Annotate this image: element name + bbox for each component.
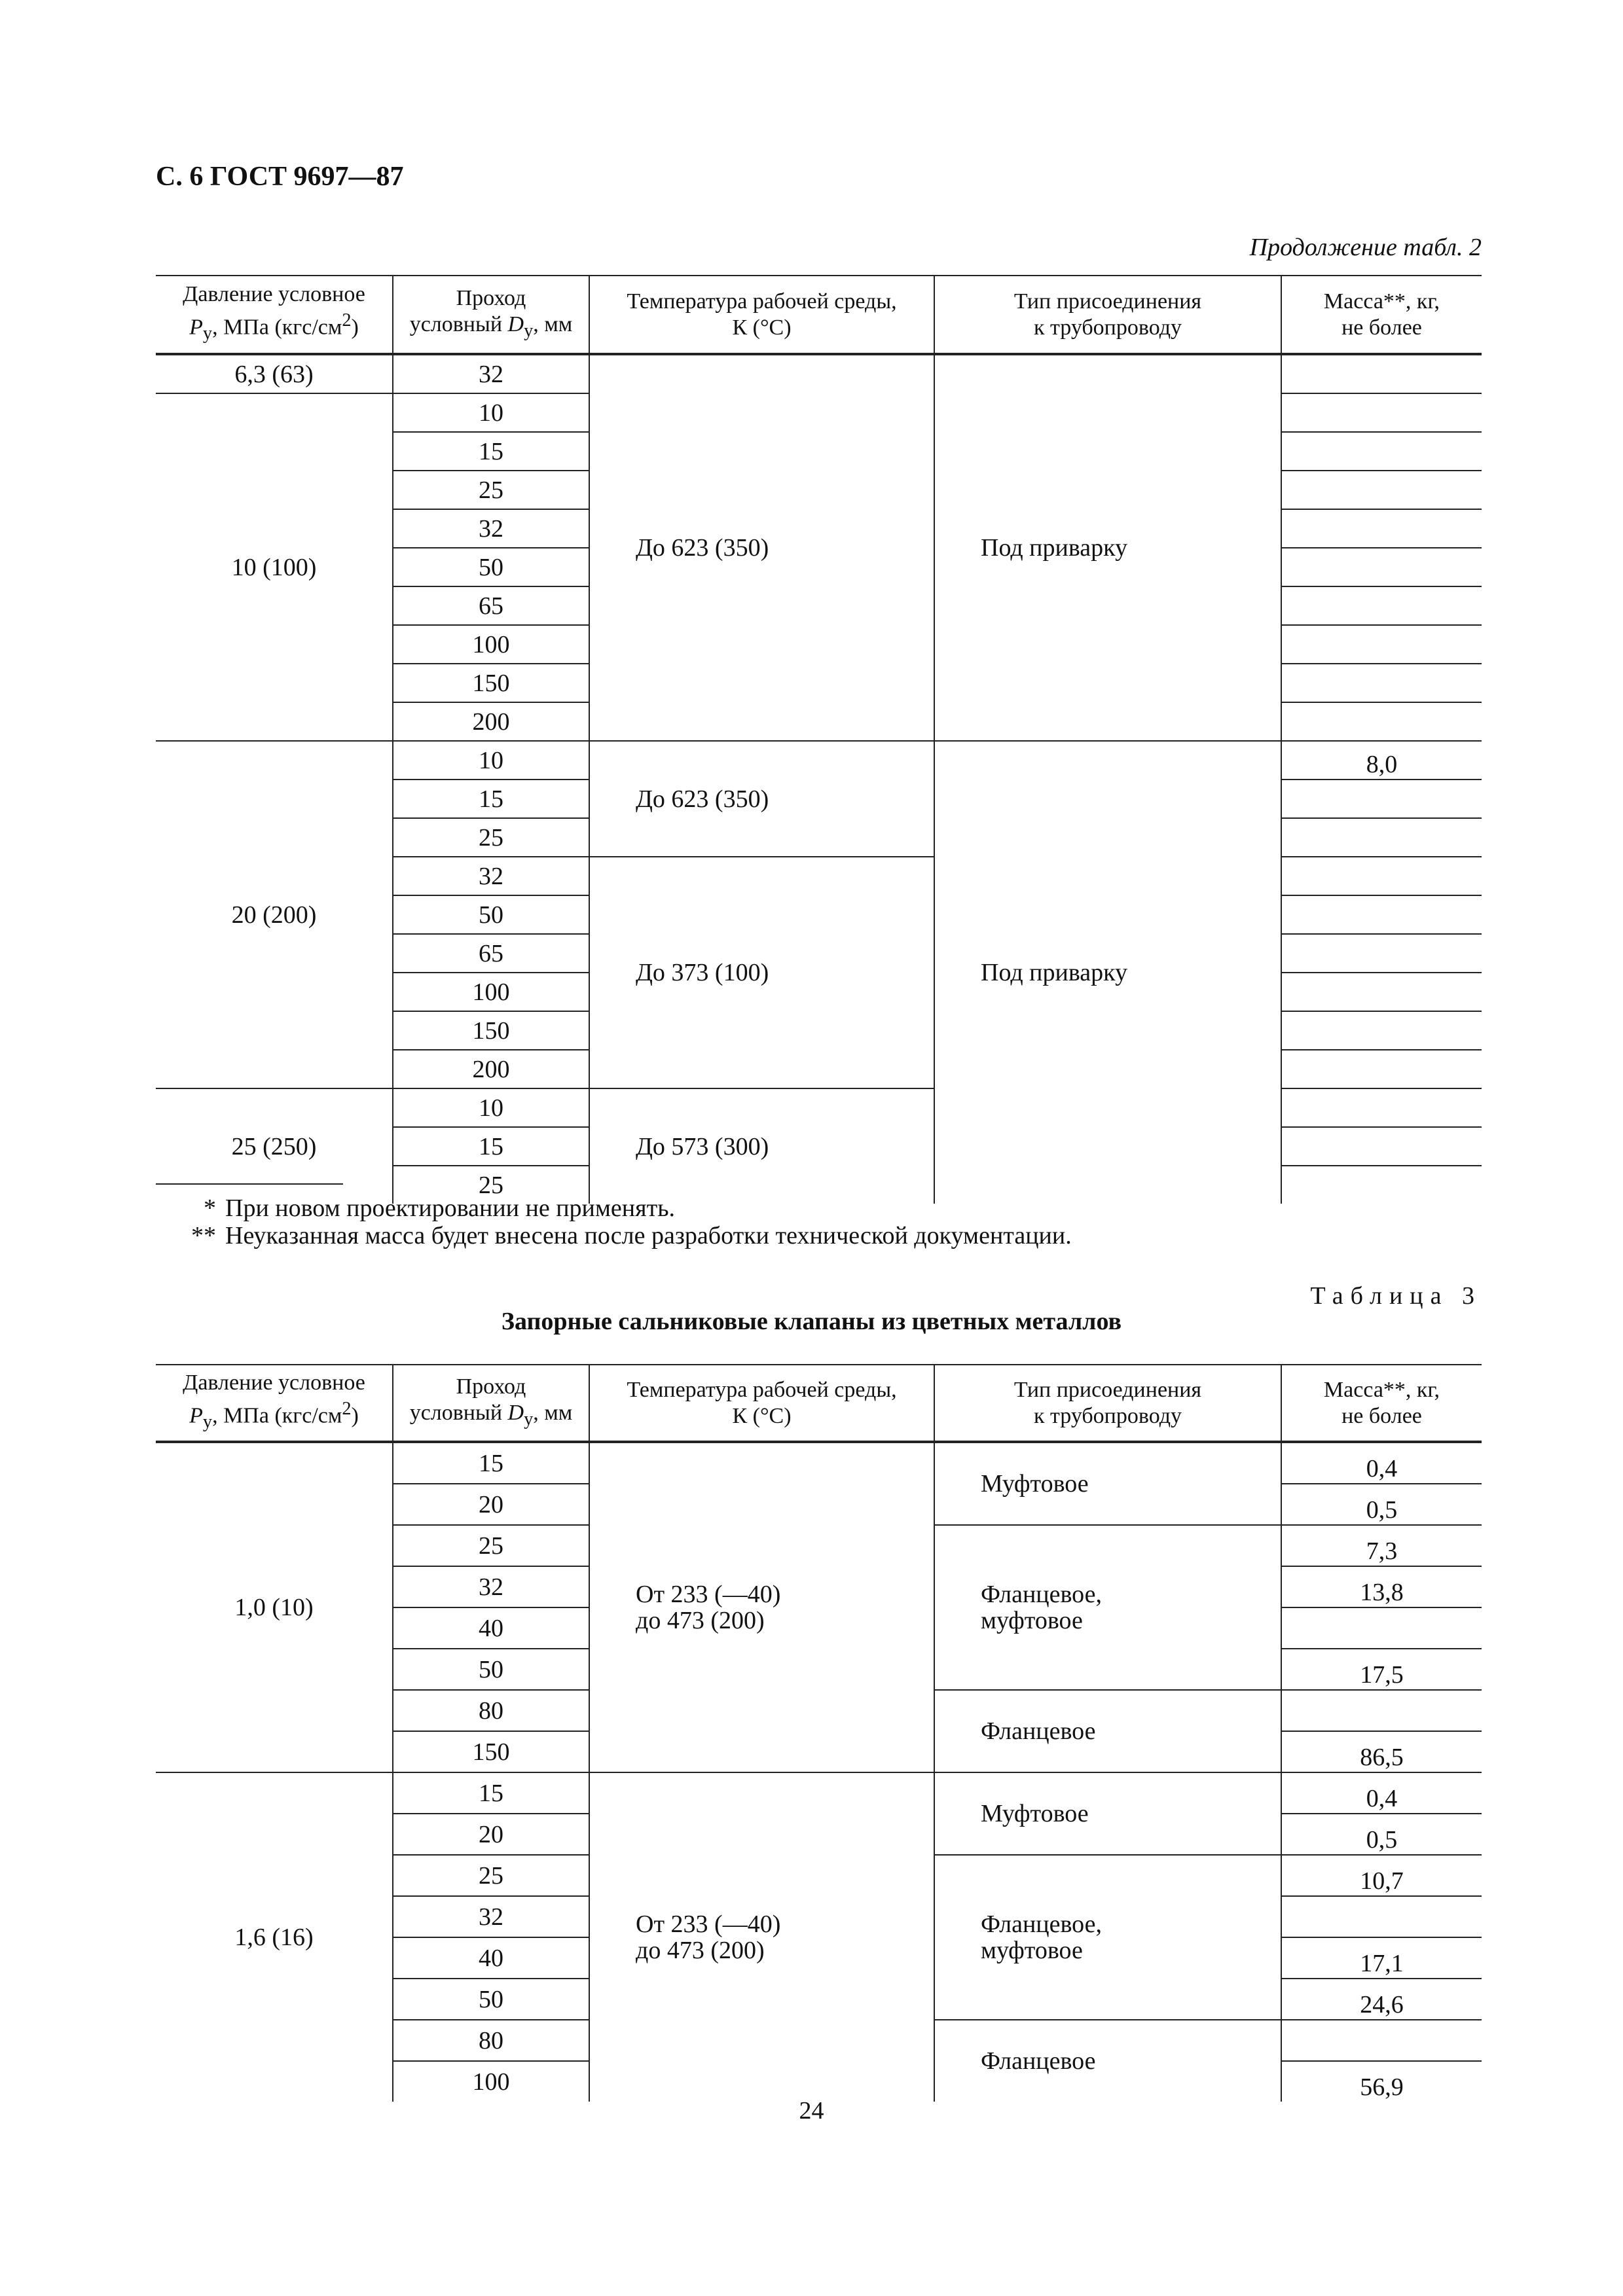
pressure-cell: 25 (250) (156, 1088, 393, 1204)
page-number: 24 (799, 2097, 824, 2125)
bore-cell: 25 (393, 471, 589, 509)
bore-cell: 20 (393, 1814, 589, 1855)
bore-cell: 25 (393, 1855, 589, 1896)
bore-cell: 100 (393, 973, 589, 1011)
mass-cell (1281, 509, 1482, 548)
mass-cell (1281, 432, 1482, 471)
connection-cell: Фланцевое (934, 2020, 1281, 2102)
mass-cell: 13,8 (1281, 1566, 1482, 1607)
table-continuation-label: Продолжение табл. 2 (1249, 234, 1482, 261)
table-row (156, 1772, 1482, 1814)
pressure-cell: 1,6 (16) (156, 1772, 393, 2102)
footnote-divider (156, 1183, 343, 1185)
mass-cell (1281, 895, 1482, 934)
connection-cell: Муфтовое (934, 1772, 1281, 1855)
bore-cell: 25 (393, 1525, 589, 1566)
mass-cell (1281, 857, 1482, 895)
col-header-bore: Проход условный $D_у$, мм (393, 1365, 589, 1442)
connection-cell: Муфтовое (934, 1442, 1281, 1525)
mass-cell (1281, 471, 1482, 509)
bore-cell: 20 (393, 1484, 589, 1525)
mass-cell: 0,5 (1281, 1814, 1482, 1855)
mass-cell (1281, 354, 1482, 393)
table-2 (156, 275, 1482, 1204)
bore-cell: 25 (393, 1166, 589, 1204)
bore-cell: 15 (393, 1772, 589, 1814)
col-header-connection: Тип присоединения к трубопроводу (934, 276, 1281, 354)
bore-cell: 32 (393, 1566, 589, 1607)
connection-cell: Под приварку (934, 741, 1281, 1204)
bore-cell: 80 (393, 1690, 589, 1731)
bore-cell: 32 (393, 354, 589, 393)
mass-cell (1281, 1088, 1482, 1127)
footnote: ** Неуказанная масса будет внесена после разработки технической документации. (191, 1222, 1072, 1249)
bore-cell: 50 (393, 895, 589, 934)
col-header-bore: Проход условный $D_у$, мм (393, 276, 589, 354)
bore-cell: 150 (393, 1731, 589, 1772)
bore-cell: 32 (393, 509, 589, 548)
pressure-cell: 10 (100) (156, 393, 393, 741)
bore-cell: 10 (393, 393, 589, 432)
bore-cell: 50 (393, 1979, 589, 2020)
mass-cell (1281, 934, 1482, 973)
table-row (156, 354, 1482, 393)
mass-cell: 0,5 (1281, 1484, 1482, 1525)
temperature-cell: До 373 (100) (589, 857, 934, 1088)
col-header-connection: Тип присоединения к трубопроводу (934, 1365, 1281, 1442)
mass-cell: 17,5 (1281, 1649, 1482, 1690)
temperature-cell: От 233 (—40) до 473 (200) (589, 1772, 934, 2102)
table-row (156, 1442, 1482, 1484)
temperature-cell: От 233 (—40) до 473 (200) (589, 1442, 934, 1772)
bore-cell: 50 (393, 1649, 589, 1690)
bore-cell: 80 (393, 2020, 589, 2061)
col-header-mass: Масса**, кг, не более (1281, 276, 1482, 354)
col-header-temperature: Температура рабочей среды, К (°С) (589, 1365, 934, 1442)
bore-cell: 32 (393, 1896, 589, 1937)
mass-cell (1281, 1896, 1482, 1937)
bore-cell: 150 (393, 664, 589, 702)
mass-cell (1281, 1050, 1482, 1088)
temperature-cell: До 573 (300) (589, 1088, 934, 1204)
bore-cell: 100 (393, 625, 589, 664)
mass-cell (1281, 973, 1482, 1011)
mass-cell: 7,3 (1281, 1525, 1482, 1566)
mass-cell (1281, 702, 1482, 741)
bore-cell: 32 (393, 857, 589, 895)
connection-cell: Фланцевое, муфтовое (934, 1855, 1281, 2020)
mass-cell: 86,5 (1281, 1731, 1482, 1772)
pressure-cell: 20 (200) (156, 741, 393, 1088)
table-row (156, 741, 1482, 780)
mass-cell (1281, 1690, 1482, 1731)
mass-cell (1281, 548, 1482, 586)
col-header-mass: Масса**, кг, не более (1281, 1365, 1482, 1442)
bore-cell: 10 (393, 741, 589, 780)
mass-cell (1281, 393, 1482, 432)
footnote: * При новом проектировании не применять. (204, 1194, 676, 1222)
bore-cell: 200 (393, 1050, 589, 1088)
page-header: С. 6 ГОСТ 9697—87 (156, 162, 404, 192)
mass-cell: 24,6 (1281, 1979, 1482, 2020)
mass-cell (1281, 1011, 1482, 1050)
mass-cell (1281, 780, 1482, 818)
table-3 (156, 1364, 1482, 2102)
bore-cell: 40 (393, 1607, 589, 1649)
mass-cell (1281, 664, 1482, 702)
col-header-pressure: Давление условное $P_у$, МПа $(кгс/см^2)$ (156, 1365, 393, 1442)
bore-cell: 15 (393, 780, 589, 818)
table-number: Таблица 3 (1310, 1282, 1482, 1310)
bore-cell: 15 (393, 432, 589, 471)
mass-cell: 17,1 (1281, 1937, 1482, 1979)
bore-cell: 15 (393, 1127, 589, 1166)
mass-cell (1281, 1127, 1482, 1166)
mass-cell: 0,4 (1281, 1772, 1482, 1814)
temperature-cell: До 623 (350) (589, 354, 934, 741)
mass-cell (1281, 586, 1482, 625)
bore-cell: 65 (393, 934, 589, 973)
bore-cell: 100 (393, 2061, 589, 2102)
mass-cell (1281, 625, 1482, 664)
table-title: Запорные сальниковые клапаны из цветных металлов (501, 1308, 1122, 1335)
bore-cell: 40 (393, 1937, 589, 1979)
mass-cell: 56,9 (1281, 2061, 1482, 2102)
bore-cell: 10 (393, 1088, 589, 1127)
mass-cell (1281, 1607, 1482, 1649)
bore-cell: 25 (393, 818, 589, 857)
bore-cell: 200 (393, 702, 589, 741)
bore-cell: 50 (393, 548, 589, 586)
mass-cell (1281, 1166, 1482, 1204)
bore-cell: 150 (393, 1011, 589, 1050)
mass-cell (1281, 2020, 1482, 2061)
connection-cell: Фланцевое, муфтовое (934, 1525, 1281, 1690)
pressure-cell: 6,3 (63) (156, 354, 393, 393)
mass-cell (1281, 818, 1482, 857)
table-row (156, 1088, 1482, 1127)
col-header-temperature: Температура рабочей среды, К (°С) (589, 276, 934, 354)
bore-cell: 65 (393, 586, 589, 625)
pressure-cell: 1,0 (10) (156, 1442, 393, 1772)
connection-cell: Фланцевое (934, 1690, 1281, 1772)
bore-cell: 15 (393, 1442, 589, 1484)
mass-cell: 10,7 (1281, 1855, 1482, 1896)
temperature-cell: До 623 (350) (589, 741, 934, 857)
mass-cell: 8,0 (1281, 741, 1482, 780)
connection-cell: Под приварку (934, 354, 1281, 741)
mass-cell: 0,4 (1281, 1442, 1482, 1484)
col-header-pressure: Давление условное $P_у$, МПа $(кгс/см^2)$ (156, 276, 393, 354)
